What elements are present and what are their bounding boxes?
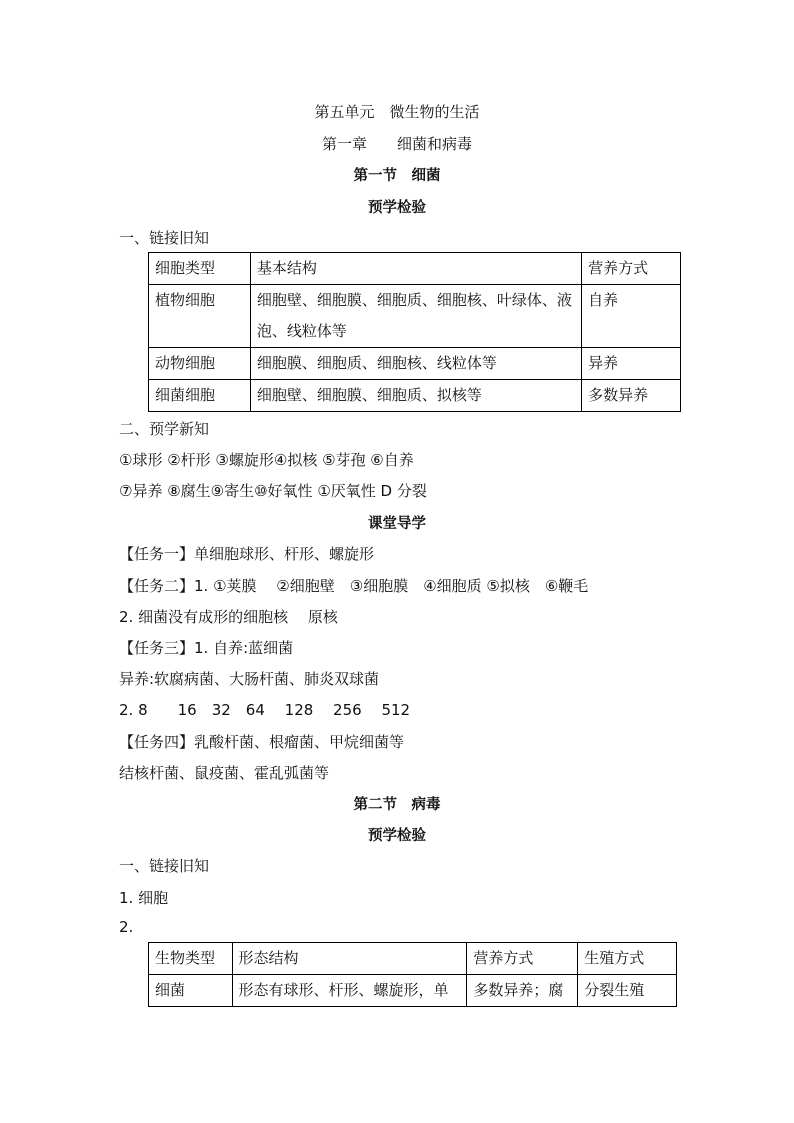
table-header: 生殖方式 bbox=[578, 943, 677, 975]
table-row bbox=[149, 975, 677, 1007]
task-line: 结核杆菌、鼠疫菌、霍乱弧菌等 bbox=[119, 764, 330, 782]
table-cell: 多数异养；腐 bbox=[467, 975, 578, 1007]
task-line: 2. 8 16 32 64 128 256 512 bbox=[119, 701, 411, 719]
table-cell: 动物细胞 bbox=[149, 348, 251, 380]
table-header: 基本结构 bbox=[250, 253, 581, 285]
table-header: 形态结构 bbox=[232, 943, 467, 975]
section-title: 第二节 病毒 bbox=[353, 797, 441, 813]
table-cell: 细胞壁、细胞膜、细胞质、拟核等 bbox=[250, 380, 581, 412]
answer-line: ①球形 ②杆形 ③螺旋形④拟核 ⑤芽孢 ⑥自养 bbox=[119, 451, 414, 469]
table-cell: 异养 bbox=[582, 348, 681, 380]
part-heading: 一、链接旧知 bbox=[119, 229, 210, 247]
task-line: 【任务一】单细胞球形、杆形、螺旋形 bbox=[119, 545, 375, 563]
table-cell: 细菌 bbox=[149, 975, 233, 1007]
task-line: 【任务三】1. 自养:蓝细菌 bbox=[119, 639, 294, 657]
part-heading: 一、链接旧知 bbox=[119, 857, 210, 875]
class-heading: 课堂导学 bbox=[368, 516, 426, 532]
table-cell: 多数异养 bbox=[582, 380, 681, 412]
task-line: 【任务四】乳酸杆菌、根瘤菌、甲烷细菌等 bbox=[119, 733, 405, 751]
part-heading: 二、预学新知 bbox=[119, 420, 210, 438]
organism-table bbox=[148, 942, 677, 1007]
table-row bbox=[149, 348, 681, 380]
table-header: 营养方式 bbox=[582, 253, 681, 285]
preview-heading: 预学检验 bbox=[368, 200, 426, 216]
table-header-row bbox=[149, 943, 677, 975]
task-line: 2. 细菌没有成形的细胞核 原核 bbox=[119, 608, 338, 626]
answer-line: 2. bbox=[119, 918, 134, 936]
answer-line: 1. 细胞 bbox=[119, 889, 169, 907]
task-line: 异养:软腐病菌、大肠杆菌、肺炎双球菌 bbox=[119, 670, 380, 688]
table-cell: 形态有球形、杆形、螺旋形，单 bbox=[232, 975, 467, 1007]
table-cell: 细菌细胞 bbox=[149, 380, 251, 412]
table-row bbox=[149, 285, 681, 348]
table-cell: 分裂生殖 bbox=[578, 975, 677, 1007]
table-cell: 植物细胞 bbox=[149, 285, 251, 348]
cell-table bbox=[148, 252, 681, 412]
table-header: 细胞类型 bbox=[149, 253, 251, 285]
unit-title: 第五单元 微生物的生活 bbox=[314, 103, 480, 121]
section-title: 第一节 细菌 bbox=[353, 168, 441, 184]
table-row bbox=[149, 380, 681, 412]
table-cell: 自养 bbox=[582, 285, 681, 348]
table-cell: 细胞壁、细胞膜、细胞质、细胞核、叶绿体、液泡、线粒体等 bbox=[250, 285, 581, 348]
chapter-title: 第一章 细菌和病毒 bbox=[321, 135, 472, 153]
table-header: 生物类型 bbox=[149, 943, 233, 975]
preview-heading: 预学检验 bbox=[368, 828, 426, 844]
table-header-row bbox=[149, 253, 681, 285]
answer-line: ⑦异养 ⑧腐生⑨寄生⑩好氧性 ①厌氧性 D 分裂 bbox=[119, 482, 427, 500]
task-line: 【任务二】1. ①荚膜 ②细胞壁 ③细胞膜 ④细胞质 ⑤拟核 ⑥鞭毛 bbox=[119, 577, 589, 595]
table-header: 营养方式 bbox=[467, 943, 578, 975]
table-cell: 细胞膜、细胞质、细胞核、线粒体等 bbox=[250, 348, 581, 380]
